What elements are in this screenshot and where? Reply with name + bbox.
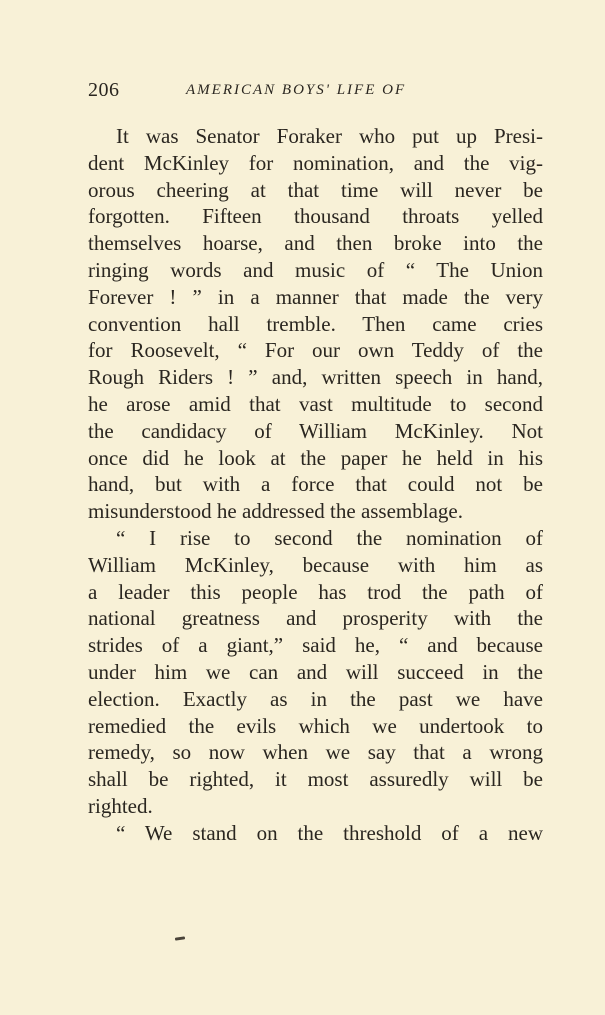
text-line: convention hall tremble. Then came cries [88, 311, 543, 336]
text-line: righted. [88, 793, 153, 818]
running-head: AMERICAN BOYS' LIFE OF [186, 82, 407, 98]
text-line: shall be righted, it most assuredly will be [88, 767, 543, 792]
page-header [88, 77, 548, 103]
text-line: he arose amid that vast multitude to second [88, 391, 543, 416]
text-line: themselves hoarse, and then broke into the [88, 231, 543, 256]
ink-mark [175, 936, 185, 940]
text-line: “ I rise to second the nomination of [116, 525, 543, 550]
text-line: strides of a giant,” said he, “ and because [88, 633, 543, 658]
text-line: “ We stand on the threshold of a new [116, 820, 543, 845]
text-line: once did he look at the paper he held in his [88, 445, 543, 470]
text-line: Rough Riders ! ” and, written speech in hand, [88, 365, 543, 390]
text-line: election. Exactly as in the past we have [88, 686, 543, 711]
text-line: national greatness and prosperity with the [88, 606, 543, 631]
body-text [88, 123, 543, 847]
text-line: remedied the evils which we undertook to [88, 713, 543, 738]
text-line: hand, but with a force that could not be [88, 472, 543, 497]
text-line: Forever ! ” in a manner that made the very [88, 284, 543, 309]
text-line: orous cheering at that time will never be [88, 177, 543, 202]
text-line: a leader this people has trod the path of [88, 579, 543, 604]
text-line: for Roosevelt, “ For our own Teddy of the [88, 338, 543, 363]
text-line: under him we can and will succeed in the [88, 659, 543, 684]
text-line: It was Senator Foraker who put up Presi- [116, 124, 543, 148]
text-line: forgotten. Fifteen thousand throats yelled [88, 204, 543, 229]
text-line: the candidacy of William McKinley. Not [88, 418, 543, 443]
text-line: ringing words and music of “ The Union [88, 257, 543, 282]
text-line: misunderstood he addressed the assemblage. [88, 499, 463, 524]
text-line: remedy, so now when we say that a wrong [88, 740, 543, 765]
page-number: 206 [88, 79, 120, 101]
text-line: William McKinley, because with him as [88, 552, 543, 577]
text-line: dent McKinley for nomination, and the vig- [88, 150, 543, 175]
